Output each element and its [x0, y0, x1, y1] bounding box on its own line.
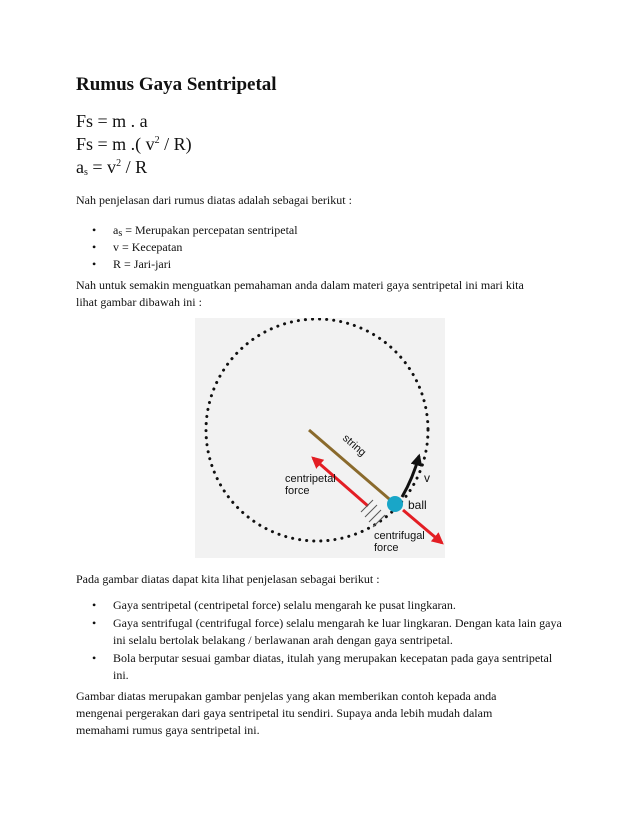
text-line: mengenai pergerakan dari gaya sentripetal itu sendiri. Supaya anda lebih mudah dalam [76, 706, 493, 720]
definition-subscript: s [118, 228, 123, 239]
list-item [76, 222, 298, 239]
formula-part: = v [87, 157, 117, 177]
text-line: Nah untuk semakin menguatkan pemahaman anda dalam materi gaya sentripetal ini mari kita [76, 278, 524, 292]
ball-label: ball [408, 498, 427, 512]
list-item: • Bola berputar sesuai gambar diatas, itulah yang merupakan kecepatan pada gaya sentripetal ini. [76, 650, 566, 684]
definitions-list [76, 222, 298, 273]
list-item: • v = Kecepatan [76, 239, 298, 256]
definition-text: = Merupakan percepatan sentripetal [122, 223, 298, 237]
formula-part: Fs = m .( v [76, 134, 155, 154]
closing-paragraph [76, 688, 566, 739]
formula-part: a [76, 157, 84, 177]
intro-paragraph: Nah penjelasan dari rumus diatas adalah sebagai berikut : [76, 193, 352, 207]
formula-part: / R) [159, 134, 192, 154]
string-label: string [340, 432, 369, 459]
ball [387, 496, 403, 512]
centrifugal-label-2: force [374, 542, 399, 554]
centrifugal-label: centrifugal [374, 530, 425, 542]
text-line: lihat gambar dibawah ini : [76, 295, 202, 309]
formula-acceleration [76, 157, 147, 177]
velocity-label: v [424, 471, 430, 485]
explanation-intro: Pada gambar diatas dapat kita lihat penjelasan sebagai berikut : [76, 572, 380, 586]
text-line: memahami rumus gaya sentripetal ini. [76, 723, 260, 737]
centripetal-force-figure [195, 318, 445, 558]
formula-force [76, 111, 148, 131]
centripetal-label: centripetal [285, 473, 336, 485]
formula-exponent: 2 [116, 158, 122, 169]
centripetal-label-2: force [285, 485, 310, 497]
list-item: • Gaya sentripetal (centripetal force) selalu mengarah ke pusat lingkaran. [76, 597, 566, 614]
list-item: • R = Jari-jari [76, 256, 298, 273]
page-title: Rumus Gaya Sentripetal [76, 74, 277, 95]
formula-subscript: s [84, 167, 88, 178]
figure-intro-paragraph [76, 277, 566, 311]
formula-part: / R [121, 157, 148, 177]
text-line: Gambar diatas merupakan gambar penjelas yang akan memberikan contoh kepada anda [76, 689, 497, 703]
formula-exponent: 2 [154, 135, 160, 146]
explanation-list [76, 597, 566, 685]
figure-diagram [195, 318, 445, 558]
list-item: • Gaya sentrifugal (centrifugal force) selalu mengarah ke luar lingkaran. Dengan kata lain gaya ini selalu bertolak belakang / berlawanan arah dengan gaya sentripetal. [76, 615, 566, 649]
formula-force-text: Fs = m . a [76, 111, 148, 131]
definition-symbol: a [113, 223, 119, 237]
formula-force-velocity [76, 134, 192, 154]
